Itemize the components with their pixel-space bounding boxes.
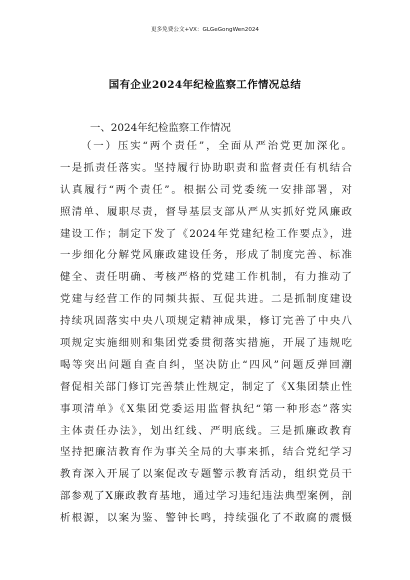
body-line: 一步细化分解党风廉政建设任务，形成了制度完善、标准 (60, 249, 352, 262)
body-line: 部参观了X廉政教育基地，通过学习违纪违法典型案例，剖 (60, 490, 352, 503)
body-line: 认真履行“两个责任”。根据公司党委统一安排部署，对 (60, 183, 352, 196)
body-line: 喝等突出问题自查自纠，坚决防止“四风”问题反弹回潮 (60, 358, 352, 371)
body-line: 事项清单》《X集团党委运用监督执纪“第一种形态”落实 (60, 402, 352, 415)
body-line: 照清单、履职尽责，督导基层支部从严从实抓好党风廉政 (60, 205, 352, 218)
body-line: 析根源，以案为鉴、警钟长鸣，持续强化了不敢腐的震慑 (60, 512, 352, 525)
body-text (60, 136, 352, 530)
body-line: （一）压实“两个责任”，全面从严治党更加深化。 (81, 140, 352, 152)
header-note: 更多免费公文+VX：GLGeGongWen2024 (150, 27, 259, 33)
body-line: 主体责任办法》，划出红线、严明底线。三是抓廉政教育 (60, 424, 352, 437)
body-line: 督促相关部门修订完善禁止性规定，制定了《X集团禁止性 (60, 380, 352, 393)
body-line: 一是抓责任落实。坚持履行协助职责和监督责任有机结合 (60, 161, 352, 174)
body-line: 持续巩固落实中央八项规定精神成果，修订完善了中央八 (60, 315, 352, 328)
body-line: 健全、责任明确、考核严格的党建工作机制，有力推动了 (60, 271, 352, 284)
body-line: 项规定实施细则和集团党委贯彻落实措施，开展了违规吃 (60, 337, 352, 350)
body-line: 党建与经营工作的同频共振、互促共进。二是抓制度建设 (60, 293, 352, 306)
section-heading: 一、2024年纪检监察工作情况 (90, 122, 231, 134)
body-line: 建设工作；制定下发了《2024年党建纪检工作要点》，进 (60, 227, 352, 240)
body-line: 坚持把廉洁教育作为事关全局的大事来抓，结合党纪学习 (60, 446, 352, 459)
body-line: 教育深入开展了以案促改专题警示教育活动，组织党员干 (60, 468, 352, 481)
document-title: 国有企业2024年纪检监察工作情况总结 (108, 79, 302, 91)
